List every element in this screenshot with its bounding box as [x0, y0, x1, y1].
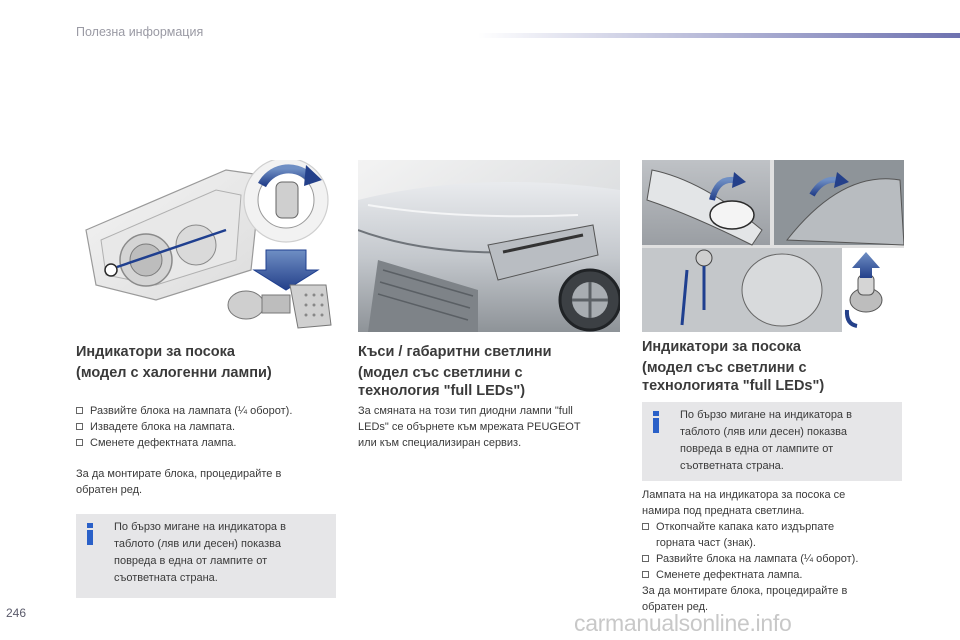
info-line: таблото (ляв или десен) показва: [680, 426, 847, 438]
col3-paragraph-line1: Лампата на на индикатора за посока се: [642, 489, 846, 501]
col2-paragraph-line: LEDs" се обърнете към мрежата PEUGEOT: [358, 421, 581, 433]
col1-steps: [76, 403, 338, 451]
halogen-headlight-photo: [76, 160, 336, 332]
watermark: carmanualsonline.info: [574, 610, 792, 636]
list-item: Сменете дефектната лампа.: [76, 435, 338, 451]
col2-title-line2: (модел със светлини с: [358, 365, 523, 381]
col1-paragraph-line2: обратен ред.: [76, 484, 143, 496]
col3-end-line2: обратен ред.: [642, 601, 709, 613]
list-item: Развийте блока на лампата (¼ оборот).: [76, 403, 338, 419]
col3-title-line3: технологията "full LEDs"): [642, 378, 825, 394]
col1-info-text: [114, 519, 286, 587]
header-title: Полезна информация: [76, 25, 204, 39]
col1-paragraph-line1: За да монтирате блока, процедирайте в: [76, 468, 282, 480]
col2-paragraph-line: За смяната на този тип диодни лампи "full: [358, 405, 573, 417]
col3-info-box: [642, 402, 902, 481]
info-line: По бързо мигане на индикатора в: [114, 521, 286, 533]
list-item: Развийте блока на лампата (¼ оборот).: [642, 551, 904, 567]
col2-paragraph-line: или към специализиран сервиз.: [358, 437, 522, 449]
col2-title-line1: Къси / габаритни светлини: [358, 344, 552, 360]
col1-title-line2: (модел с халогенни лампи): [76, 365, 272, 381]
info-line: повреда в една от лампите от: [680, 443, 834, 455]
col1-title-line1: Индикатори за посока: [76, 344, 235, 360]
col3-paragraph-line2: намира под предната светлина.: [642, 505, 805, 517]
col1-info-box: [76, 514, 336, 598]
col3-end-line1: За да монтирате блока, процедирайте в: [642, 585, 848, 597]
col3-title-line1: Индикатори за посока: [642, 339, 801, 355]
list-item: Откопчайте капака като издърпате горната част (знак).: [642, 519, 904, 551]
info-line: съответната страна.: [114, 572, 218, 584]
list-item: Извадете блока на лампата.: [76, 419, 338, 435]
col3-body: [642, 487, 904, 615]
col1-paragraph: [76, 466, 281, 498]
info-line: повреда в една от лампите от: [114, 555, 268, 567]
list-item: Сменете дефектната лампа.: [642, 567, 904, 583]
col3-info-text: [680, 407, 852, 475]
col3-title-line2: (модел със светлини с: [642, 360, 807, 376]
info-icon: [86, 523, 95, 545]
info-line: таблото (ляв или десен) показва: [114, 538, 281, 550]
col2-paragraph: [358, 403, 581, 451]
col2-title: [358, 343, 552, 400]
col1-title: [76, 343, 272, 382]
led-indicator-photo: [642, 160, 904, 332]
car-front-photo: [358, 160, 620, 332]
page-number: 246: [6, 606, 27, 620]
info-line: съответната страна.: [680, 460, 784, 472]
info-icon: [652, 411, 661, 433]
col2-title-line3: технология "full LEDs"): [358, 383, 526, 399]
col3-title: [642, 338, 824, 395]
header-bar: [478, 33, 960, 38]
info-line: По бързо мигане на индикатора в: [680, 409, 852, 421]
